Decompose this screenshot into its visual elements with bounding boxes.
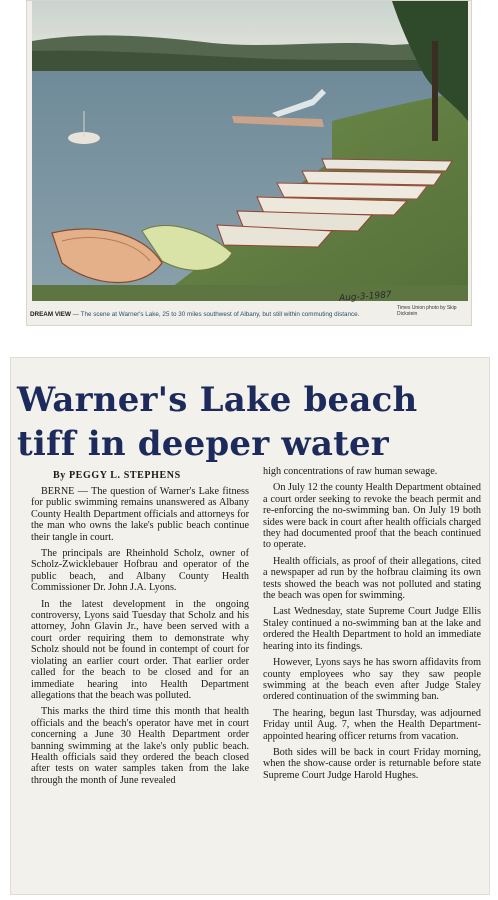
paragraph: On July 12 the county Health Department obtained a court order seeking to revoke the beach permit and re-enforcing the no-swimming ban. On July 19 both sides were back in court after health officials charged they had documented proof that the beach continued to operate. bbox=[263, 482, 481, 551]
article-column-left bbox=[31, 486, 249, 791]
photo-credit: Times Union photo by Skip Dickstein bbox=[397, 305, 457, 317]
paragraph: However, Lyons says he has sworn affidavits from county employees who say they saw people swimming at the beach even after Judge Staley ordered continuation of the swimming ban. bbox=[263, 657, 481, 703]
article-column-right bbox=[263, 466, 481, 786]
paragraph: Both sides will be back in court Friday morning, when the show-cause order is returnable before state Supreme Court Judge Harold Hughes. bbox=[263, 746, 481, 781]
caption-text: — The scene at Warner's Lake, 25 to 30 miles southwest of Albany, but still within commuting distance. bbox=[70, 311, 360, 318]
lake-photo bbox=[32, 1, 468, 301]
paragraph: In the latest development in the ongoing controversy, Lyons said Tuesday that Scholz and his attorney, John Glavin Jr., have been served with a court order requiring them to demonstrate why Scholz should not be found in contempt of court for violating an earlier court order. That earlier order called for the beach to be closed and for an immediate hearing into Health Department allegations that the beach was polluted. bbox=[31, 598, 249, 701]
handwritten-date: Aug-3-1987 bbox=[338, 290, 392, 304]
photo-caption bbox=[30, 311, 440, 318]
paragraph: BERNE — The question of Warner's Lake fitness for public swimming remains unanswered as Albany County Health Department officials and attorneys for the man who owns the lake's public beach continue their tangle in court. bbox=[31, 486, 249, 543]
lake-scene-illustration bbox=[32, 1, 468, 301]
headline-line-2: tiff in deeper water bbox=[17, 424, 389, 464]
paragraph: Health officials, as proof of their allegations, cited a newspaper ad run by the hofbrau claiming its own tests showed the beach was not polluted and stating the beach was open for swimming. bbox=[263, 555, 481, 602]
paragraph: high concentrations of raw human sewage. bbox=[263, 466, 438, 477]
paragraph: Last Wednesday, state Supreme Court Judge Ellis Staley continued a no-swimming ban at the lake and ordered the Health Department to hold an immediate hearing into its findings. bbox=[263, 606, 481, 652]
article-clipping bbox=[10, 357, 490, 895]
headline-line-1: Warner's Lake beach bbox=[17, 380, 418, 420]
photo-clipping bbox=[26, 0, 472, 326]
paragraph: The principals are Rheinhold Scholz, owner of Scholz-Zwicklebauer Hofbrau and operator of the public beach, and Albany County Health Commissioner Dr. John J.A. Lyons. bbox=[31, 548, 249, 594]
paragraph: This marks the third time this month that health officials and the beach's operator have met in court concerning a June 30 Health Department order banning swimming at the lake's only public beach. Health officials said they ordered the beach closed after tests on water samples taken from the lake through the month of June revealed bbox=[31, 706, 249, 786]
paragraph: The hearing, begun last Thursday, was adjourned Friday until Aug. 7, when the Health Department-appointed hearing officer returns from vacation. bbox=[263, 707, 481, 742]
caption-lead: DREAM VIEW bbox=[30, 311, 71, 318]
byline: By PEGGY L. STEPHENS bbox=[53, 470, 181, 481]
headline bbox=[17, 378, 487, 466]
